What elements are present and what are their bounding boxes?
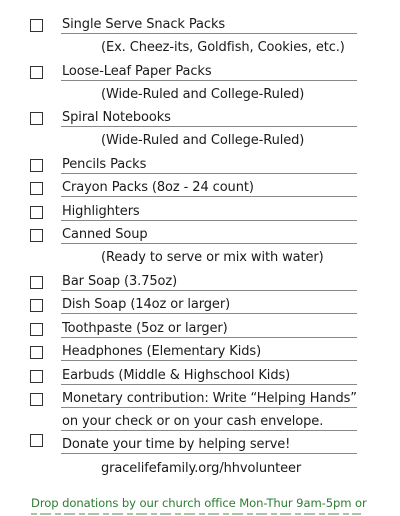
underline — [61, 313, 357, 314]
item-label: Toothpaste (5oz or larger) — [62, 321, 228, 336]
underline — [61, 290, 357, 291]
underline — [61, 384, 357, 385]
volunteer-url[interactable]: gracelifefamily.org/hhvolunteer — [101, 461, 302, 476]
item-label: Dish Soap (14oz or larger) — [62, 297, 231, 312]
item-note: (Ex. Cheez-its, Goldfish, Cookies, etc.) — [101, 40, 345, 55]
item-label: Crayon Packs (8oz - 24 count) — [62, 180, 254, 195]
item-note-row — [0, 461, 400, 484]
checkbox[interactable] — [30, 159, 43, 172]
checkbox[interactable] — [30, 112, 43, 125]
cut-off-text-line — [31, 511, 361, 516]
underline — [61, 430, 357, 431]
item-note-row — [0, 87, 400, 110]
checklist-item — [0, 64, 400, 87]
checklist-item — [0, 180, 400, 203]
item-label: Loose-Leaf Paper Packs — [62, 64, 212, 79]
item-label: Donate your time by helping serve! — [62, 437, 291, 452]
item-label: Bar Soap (3.75oz) — [62, 274, 178, 289]
item-continuation: on your check or on your cash envelope. — [62, 414, 324, 429]
item-note: (Ready to serve or mix with water) — [101, 250, 324, 265]
underline — [61, 173, 357, 174]
checkbox[interactable] — [30, 206, 43, 219]
underline — [61, 80, 357, 81]
checkbox[interactable] — [30, 229, 43, 242]
item-note-row — [0, 40, 400, 63]
checkbox[interactable] — [30, 276, 43, 289]
item-label: Headphones (Elementary Kids) — [62, 344, 262, 359]
item-note-row — [0, 133, 400, 156]
checklist-item — [0, 157, 400, 180]
underline — [61, 407, 357, 408]
checklist-item — [0, 204, 400, 227]
item-note: (Wide-Ruled and College-Ruled) — [101, 87, 305, 102]
item-label: Single Serve Snack Packs — [62, 17, 226, 32]
checkbox[interactable] — [30, 434, 43, 447]
checkbox[interactable] — [30, 393, 43, 406]
item-label: Pencils Packs — [62, 157, 147, 172]
underline — [61, 220, 357, 221]
underline — [61, 360, 357, 361]
checkbox[interactable] — [30, 299, 43, 312]
underline — [61, 33, 357, 34]
underline — [61, 453, 357, 454]
item-continuation-row — [0, 414, 400, 437]
checklist-item — [0, 368, 400, 391]
underline — [61, 243, 357, 244]
checkbox[interactable] — [30, 182, 43, 195]
underline — [61, 337, 357, 338]
checklist-item — [0, 110, 400, 133]
item-note: (Wide-Ruled and College-Ruled) — [101, 133, 305, 148]
drop-off-info: Drop donations by our church office Mon-Thur 9am-5pm or — [31, 496, 367, 510]
checkbox[interactable] — [30, 346, 43, 359]
checkbox[interactable] — [30, 323, 43, 336]
checklist-item — [0, 391, 400, 414]
underline — [61, 126, 357, 127]
item-note-row — [0, 250, 400, 273]
checklist-item — [0, 321, 400, 344]
checklist-item — [0, 17, 400, 40]
checkbox[interactable] — [30, 370, 43, 383]
checklist-item — [0, 274, 400, 297]
item-label: Earbuds (Middle & Highschool Kids) — [62, 368, 291, 383]
checklist-item — [0, 297, 400, 320]
checkbox[interactable] — [30, 66, 43, 79]
underline — [61, 196, 357, 197]
checklist-item — [0, 227, 400, 250]
item-label: Canned Soup — [62, 227, 148, 242]
checklist-item — [0, 437, 400, 460]
checkbox[interactable] — [30, 19, 43, 32]
item-label: Highlighters — [62, 204, 140, 219]
item-label: Spiral Notebooks — [62, 110, 171, 125]
item-label: Monetary contribution: Write “Helping Hands” — [62, 391, 357, 406]
checklist-item — [0, 344, 400, 367]
